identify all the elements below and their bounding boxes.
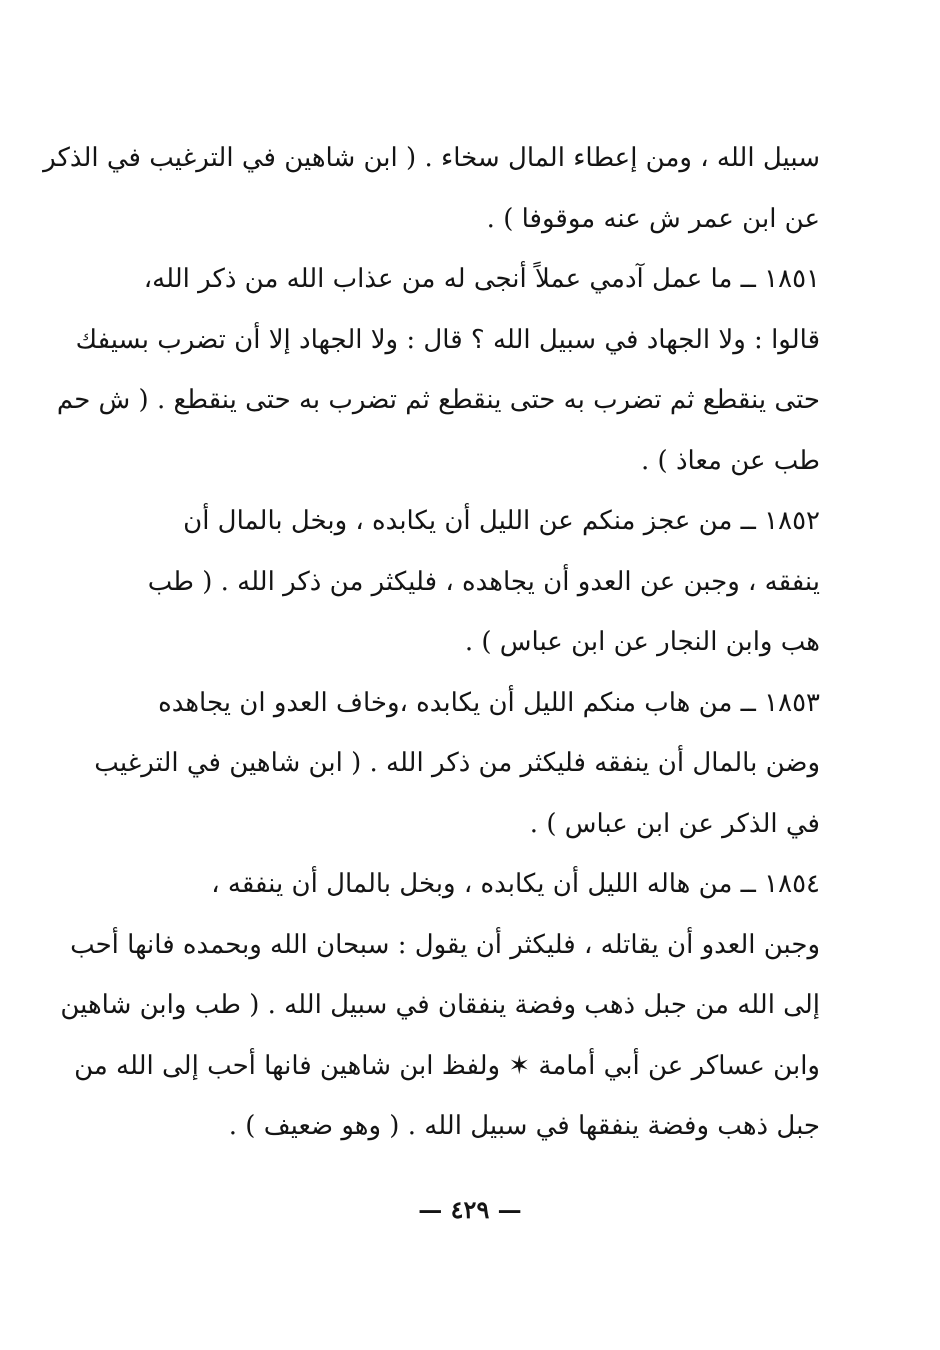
text-line: طب عن معاذ ) . [641,445,820,476]
hadith-1851-line: ١٨٥١ ــ ما عمل آدمي عملاً أنجى له من عذاب الله من ذكر الله، [143,264,820,294]
text-line: عن ابن عمر ش عنه موقوفا ) . [486,203,820,234]
text-line: هب وابن النجار عن ابن عباس ) . [464,627,820,657]
hadith-1852-line: ١٨٥٢ ــ من عجز منكم عن الليل أن يكابده ، وبخل بالمال أن [183,506,820,536]
text-line: سبيل الله ، ومن إعطاء المال سخاء . ( ابن شاهين في الترغيب في الذكر [43,143,820,173]
page-number: — ٤٢٩ — [418,1195,522,1224]
text-line: إلى الله من جبل ذهب وفضة ينفقان في سبيل الله . ( طب وابن شاهين [60,990,820,1020]
text-line: حتى ينقطع ثم تضرب به حتى ينقطع ثم تضرب به حتى ينقطع . ( ش حم [56,385,820,415]
text-line: وجبن العدو أن يقاتله ، فليكثر أن يقول : سبحان الله وبحمده فانها أحب [70,929,820,960]
text-line: في الذكر عن ابن عباس ) . [529,808,820,839]
text-line: قالوا : ولا الجهاد في سبيل الله ؟ قال : ولا الجهاد إلا أن تضرب بسيفك [75,324,820,355]
text-line: ينفقه ، وجبن عن العدو أن يجاهده ، فليكثر من ذكر الله . ( طب [147,566,820,597]
hadith-1853-line: ١٨٥٣ ــ من هاب منكم الليل أن يكابده ،وخاف العدو ان يجاهده [158,687,820,718]
hadith-1854-line: ١٨٥٤ ــ من هاله الليل أن يكابده ، وبخل بالمال أن ينفقه ، [211,869,820,899]
text-line: وابن عساكر عن أبي أمامة ✶ ولفظ ابن شاهين فانها أحب إلى الله من [74,1050,820,1081]
hadith-text-block [43,128,820,1157]
text-line: جبل ذهب وفضة ينفقها في سبيل الله . ( وهو ضعيف ) . [228,1111,820,1141]
text-line: وضن بالمال أن ينفقه فليكثر من ذكر الله . ( ابن شاهين في الترغيب [94,748,820,778]
